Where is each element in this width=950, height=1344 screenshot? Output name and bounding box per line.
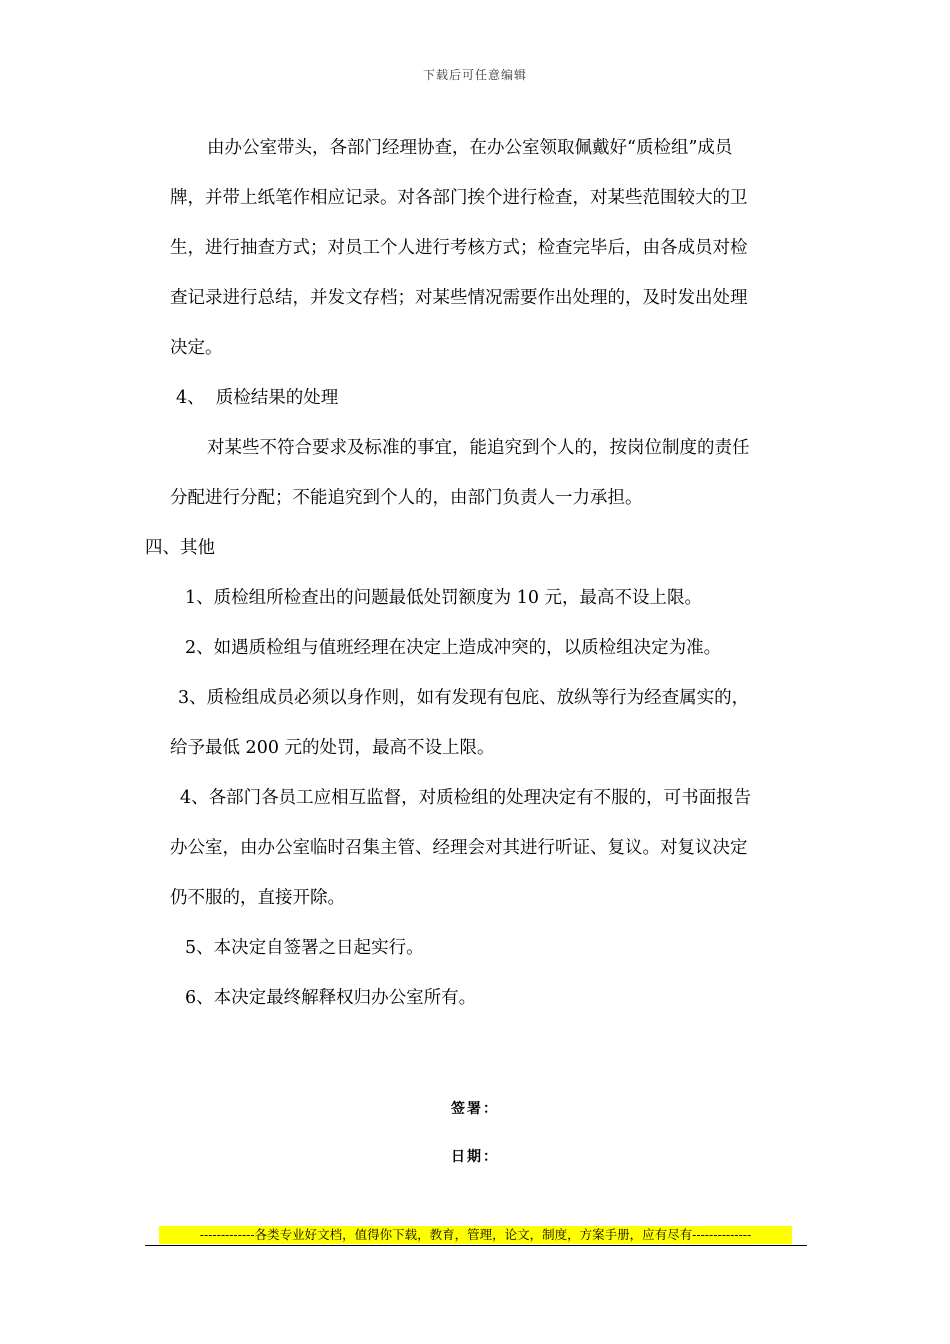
section-heading: 4、 质检结果的处理: [176, 388, 339, 408]
paragraph-line: 查记录进行总结，并发文存档；对某些情况需要作出处理的，及时发出处理: [170, 288, 748, 308]
list-item: 办公室，由办公室临时召集主管、经理会对其进行听证、复议。对复议决定: [170, 838, 748, 858]
date-label: 日期：: [451, 1149, 499, 1165]
paragraph-line: 分配进行分配；不能追究到个人的，由部门负责人一力承担。: [170, 488, 643, 508]
signature-label: 签署：: [451, 1101, 499, 1117]
paragraph-line: 生，进行抽查方式；对员工个人进行考核方式；检查完毕后，由各成员对检: [170, 238, 748, 258]
list-item: 仍不服的，直接开除。: [170, 888, 345, 908]
paragraph-line: 由办公室带头，各部门经理协查，在办公室领取佩戴好“质检组”成员: [207, 138, 733, 158]
list-item: 给予最低 200 元的处罚，最高不设上限。: [170, 738, 495, 758]
list-item: 2、如遇质检组与值班经理在决定上造成冲突的，以质检组决定为准。: [185, 638, 722, 658]
paragraph-line: 牌，并带上纸笔作相应记录。对各部门挨个进行检查，对某些范围较大的卫: [170, 188, 748, 208]
header-note: 下载后可任意编辑: [422, 68, 527, 82]
list-item: 5、本决定自签署之日起实行。: [185, 938, 424, 958]
list-item: 6、本决定最终解释权归办公室所有。: [185, 988, 477, 1008]
list-item: 4、各部门各员工应相互监督，对质检组的处理决定有不服的，可书面报告: [180, 788, 752, 808]
paragraph-line: 决定。: [170, 338, 223, 358]
paragraph-line: 对某些不符合要求及标准的事宜，能追究到个人的，按岗位制度的责任: [207, 438, 750, 458]
footer-divider: [145, 1245, 807, 1246]
section-heading: 四、其他: [145, 538, 215, 558]
footer-banner: -------------各类专业好文档，值得你下载，教育，管理，论文，制度，方案手册，应有尽有--------------: [159, 1226, 792, 1244]
list-item: 3、质检组成员必须以身作则，如有发现有包庇、放纵等行为经查属实的，: [178, 688, 750, 708]
list-item: 1、质检组所检查出的问题最低处罚额度为 10 元，最高不设上限。: [185, 588, 703, 608]
